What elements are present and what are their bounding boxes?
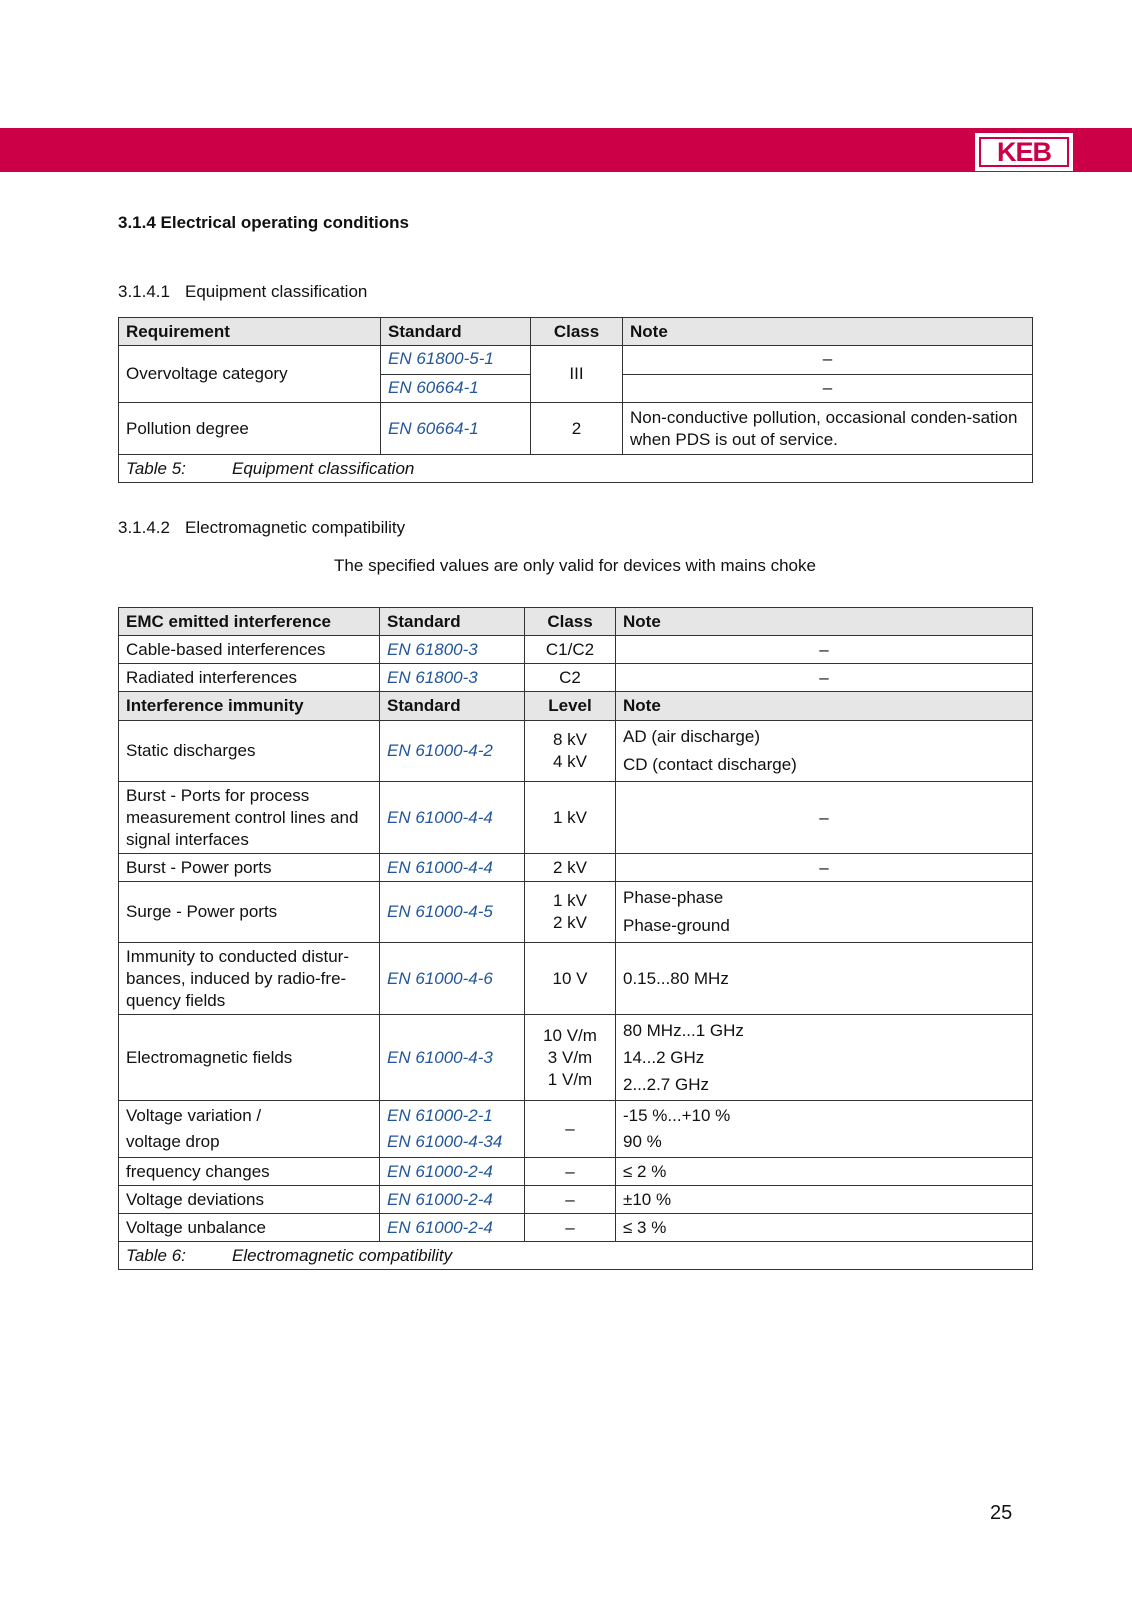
table-header-row bbox=[119, 318, 1033, 346]
level-cell bbox=[525, 1015, 616, 1101]
subsection-emc bbox=[118, 518, 405, 538]
name-cell: Burst - Power ports bbox=[119, 854, 380, 882]
standard-link[interactable]: EN 61000-2-1 bbox=[387, 1106, 493, 1125]
name-cell: Surge - Power ports bbox=[119, 882, 380, 943]
standard-link[interactable]: EN 61000-4-34 bbox=[387, 1132, 503, 1151]
note-cell: – bbox=[616, 664, 1033, 692]
note-cell: 0.15...80 MHz bbox=[616, 943, 1033, 1015]
note-value: Phase-phase bbox=[623, 888, 724, 907]
note-value: 2...2.7 GHz bbox=[623, 1075, 709, 1094]
name-cell: Voltage unbalance bbox=[119, 1214, 380, 1242]
standard-cell bbox=[380, 1101, 525, 1158]
header-immunity: Interference immunity bbox=[119, 692, 380, 721]
header-bar bbox=[0, 128, 1132, 172]
standard-link[interactable]: EN 61800-3 bbox=[380, 664, 525, 692]
standard-link[interactable]: EN 61000-2-4 bbox=[380, 1158, 525, 1186]
subsection-number: 3.1.4.1 bbox=[118, 282, 170, 301]
level-cell: 1 kV bbox=[525, 782, 616, 854]
standard-link[interactable]: EN 61000-4-4 bbox=[380, 782, 525, 854]
table-row bbox=[119, 1186, 1033, 1214]
subsection-title: Equipment classification bbox=[185, 282, 368, 301]
level-cell bbox=[525, 882, 616, 943]
caption-text: Equipment classification bbox=[232, 458, 415, 478]
caption-label: Table 5: bbox=[126, 458, 186, 478]
class-cell: C1/C2 bbox=[525, 636, 616, 664]
table-row bbox=[119, 882, 1033, 943]
name-cell: Voltage deviations bbox=[119, 1186, 380, 1214]
header-class: Class bbox=[525, 608, 616, 636]
caption-label: Table 6: bbox=[126, 1245, 186, 1265]
header-standard: Standard bbox=[380, 692, 525, 721]
level-cell: – bbox=[525, 1186, 616, 1214]
note-cell: – bbox=[616, 854, 1033, 882]
level-value: 4 kV bbox=[552, 752, 588, 771]
table-caption-row bbox=[119, 455, 1033, 483]
table-row bbox=[119, 782, 1033, 854]
requirement-cell: Pollution degree bbox=[119, 403, 381, 455]
standard-link[interactable]: EN 61800-3 bbox=[380, 636, 525, 664]
level-value: 2 kV bbox=[552, 913, 588, 932]
level-cell: – bbox=[525, 1158, 616, 1186]
caption-text: Electromagnetic compatibility bbox=[232, 1245, 453, 1265]
name-cell: Immunity to conducted distur-bances, induced by radio-fre-quency fields bbox=[119, 943, 380, 1015]
note-value: 90 % bbox=[623, 1132, 662, 1151]
table-row bbox=[119, 403, 1033, 455]
note-cell bbox=[616, 882, 1033, 943]
level-cell: 2 kV bbox=[525, 854, 616, 882]
level-cell bbox=[525, 721, 616, 782]
note-value: Phase-ground bbox=[623, 916, 730, 935]
class-cell: III bbox=[531, 346, 623, 403]
note-cell bbox=[616, 1015, 1033, 1101]
header-standard: Standard bbox=[381, 318, 531, 346]
header-emitted: EMC emitted interference bbox=[119, 608, 380, 636]
note-value: AD (air discharge) bbox=[623, 727, 760, 746]
level-cell: – bbox=[525, 1214, 616, 1242]
name-cell: Radiated interferences bbox=[119, 664, 380, 692]
level-value: 3 V/m bbox=[547, 1047, 593, 1067]
standard-link[interactable]: EN 61000-4-5 bbox=[380, 882, 525, 943]
note-value: 80 MHz...1 GHz bbox=[623, 1021, 744, 1040]
standard-link[interactable]: EN 61000-2-4 bbox=[380, 1186, 525, 1214]
emc-table bbox=[118, 607, 1033, 1270]
name-cell: Electromagnetic fields bbox=[119, 1015, 380, 1101]
level-value: 8 kV bbox=[552, 730, 588, 749]
header-note: Note bbox=[623, 318, 1033, 346]
level-cell: – bbox=[525, 1101, 616, 1158]
subsection-number: 3.1.4.2 bbox=[118, 518, 170, 537]
name-cell: Cable-based interferences bbox=[119, 636, 380, 664]
name-cell bbox=[119, 1101, 380, 1158]
level-value: 10 V/m bbox=[543, 1025, 597, 1045]
name-line: voltage drop bbox=[126, 1132, 220, 1151]
standard-link[interactable]: EN 61000-4-6 bbox=[380, 943, 525, 1015]
note-cell: – bbox=[616, 636, 1033, 664]
subsection-title: Electromagnetic compatibility bbox=[185, 518, 406, 537]
note-cell bbox=[616, 1101, 1033, 1158]
note-value: – bbox=[822, 349, 833, 368]
standard-link[interactable]: EN 61000-4-2 bbox=[380, 721, 525, 782]
standard-link[interactable]: EN 61000-2-4 bbox=[380, 1214, 525, 1242]
note-cell: ≤ 2 % bbox=[616, 1158, 1033, 1186]
note-value: 14...2 GHz bbox=[623, 1048, 705, 1067]
note-cell: ±10 % bbox=[616, 1186, 1033, 1214]
table-row bbox=[119, 1214, 1033, 1242]
table-row bbox=[119, 1015, 1033, 1101]
table-caption-row bbox=[119, 1242, 1033, 1270]
standard-link[interactable]: EN 60664-1 bbox=[381, 374, 530, 402]
table-row bbox=[119, 854, 1033, 882]
table-row bbox=[119, 664, 1033, 692]
note-cell bbox=[623, 346, 1033, 403]
table-row bbox=[119, 943, 1033, 1015]
header-standard: Standard bbox=[380, 608, 525, 636]
table-row bbox=[119, 636, 1033, 664]
level-value: 1 kV bbox=[552, 891, 588, 910]
note-value: CD (contact discharge) bbox=[623, 755, 797, 774]
table-caption bbox=[119, 1242, 1033, 1270]
name-cell: frequency changes bbox=[119, 1158, 380, 1186]
header-level: Level bbox=[525, 692, 616, 721]
mains-choke-note: The specified values are only valid for devices with mains choke bbox=[334, 556, 816, 575]
logo-text: KEB bbox=[979, 137, 1069, 167]
table-caption bbox=[119, 455, 1033, 483]
name-cell: Burst - Ports for process measurement control lines and signal interfaces bbox=[119, 782, 380, 854]
table-header-row bbox=[119, 608, 1033, 636]
note-cell: Non-conductive pollution, occasional conden-sation when PDS is out of service. bbox=[623, 403, 1033, 455]
page-number: 25 bbox=[990, 1502, 1013, 1524]
level-cell: 10 V bbox=[525, 943, 616, 1015]
equipment-classification-table bbox=[118, 317, 1033, 483]
keb-logo bbox=[975, 133, 1073, 171]
standard-cell bbox=[381, 346, 531, 403]
table-row bbox=[119, 346, 1033, 403]
subsection-equipment-classification bbox=[118, 282, 367, 302]
table-row bbox=[119, 721, 1033, 782]
header-note: Note bbox=[616, 608, 1033, 636]
note-cell: ≤ 3 % bbox=[616, 1214, 1033, 1242]
level-value: 1 V/m bbox=[547, 1069, 593, 1089]
note-value: -15 %...+10 % bbox=[623, 1106, 731, 1125]
table-row bbox=[119, 1158, 1033, 1186]
table-row bbox=[119, 1101, 1033, 1158]
standard-link[interactable]: EN 61000-4-3 bbox=[380, 1015, 525, 1101]
requirement-cell: Overvoltage category bbox=[119, 346, 381, 403]
note-value: – bbox=[623, 374, 1032, 402]
class-cell: 2 bbox=[531, 403, 623, 455]
header-requirement: Requirement bbox=[119, 318, 381, 346]
note-cell: – bbox=[616, 782, 1033, 854]
name-cell: Static discharges bbox=[119, 721, 380, 782]
header-note: Note bbox=[616, 692, 1033, 721]
standard-link[interactable]: EN 60664-1 bbox=[381, 403, 531, 455]
standard-link[interactable]: EN 61800-5-1 bbox=[388, 349, 494, 368]
header-class: Class bbox=[531, 318, 623, 346]
standard-link[interactable]: EN 61000-4-4 bbox=[380, 854, 525, 882]
note-cell bbox=[616, 721, 1033, 782]
section-title: 3.1.4 Electrical operating conditions bbox=[118, 213, 409, 232]
name-line: Voltage variation / bbox=[126, 1106, 262, 1125]
class-cell: C2 bbox=[525, 664, 616, 692]
table-subheader-row bbox=[119, 692, 1033, 721]
